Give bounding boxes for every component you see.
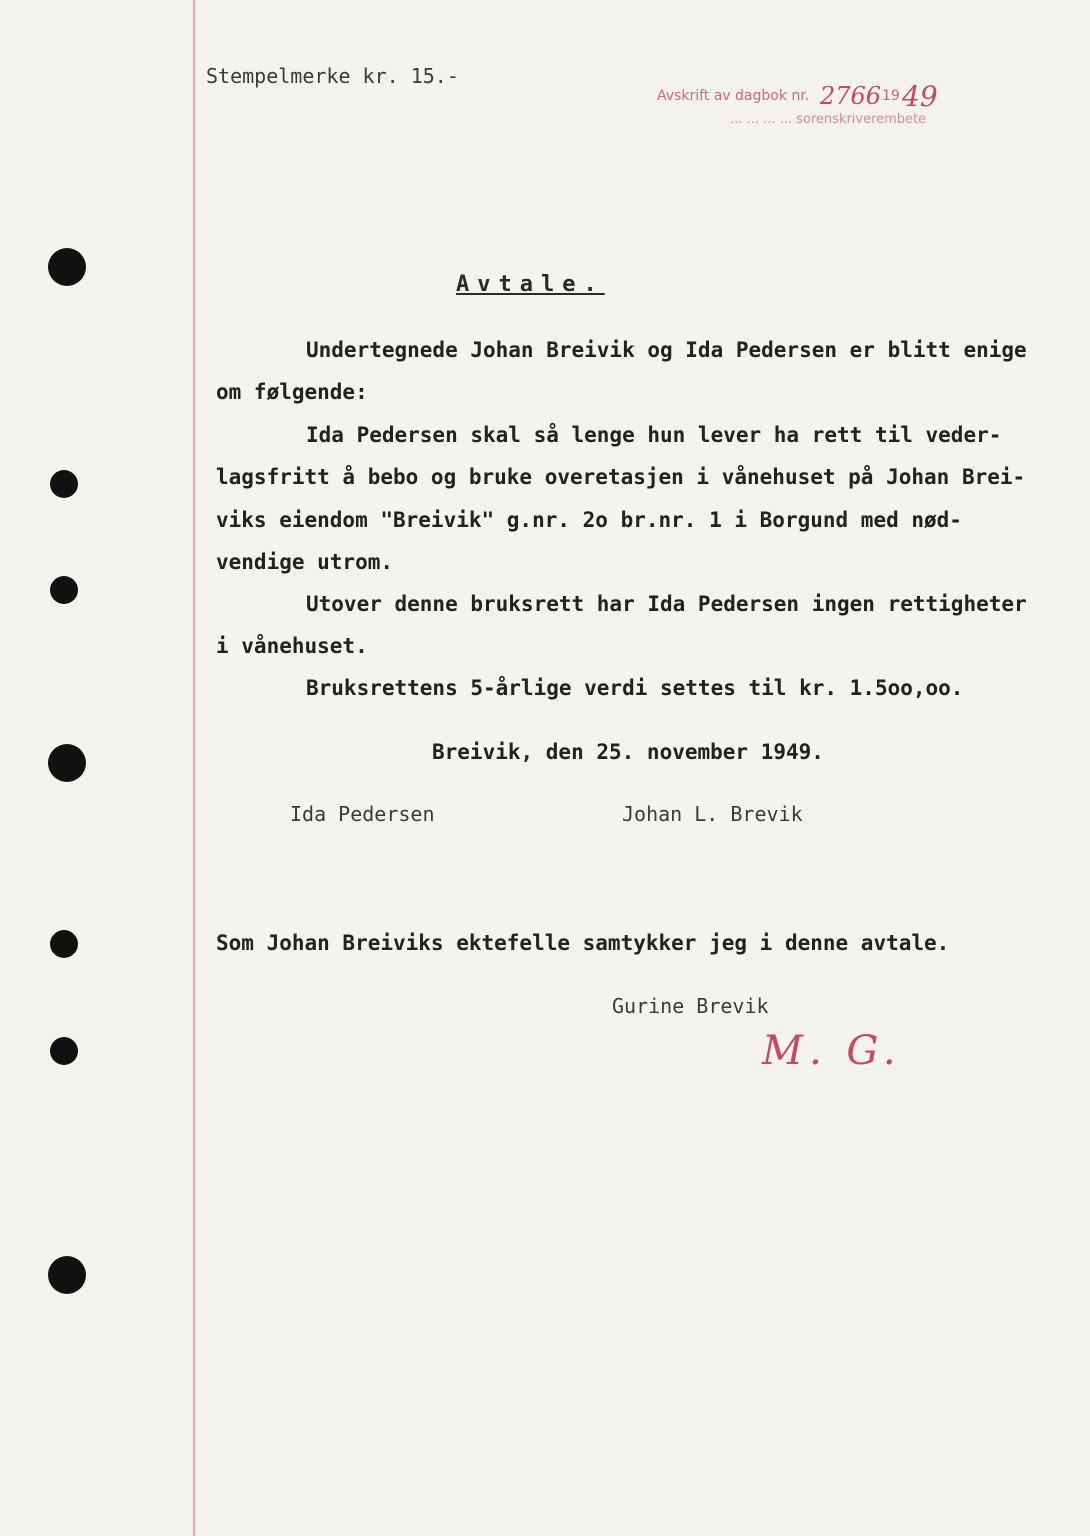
punch-hole (50, 930, 78, 958)
paragraph-line: Undertegnede Johan Breivik og Ida Pedersen er blitt enige (306, 338, 1027, 362)
paragraph-line: vendige utrom. (216, 550, 394, 574)
registry-year: 49 (902, 80, 938, 113)
handwritten-initials: M. G. (762, 1028, 902, 1074)
document-title: Avtale. (456, 272, 605, 297)
consent-line: Som Johan Breiviks ektefelle samtykker jeg i denne avtale. (216, 931, 950, 955)
paragraph-line: Ida Pedersen skal så lenge hun lever ha rett til veder- (306, 423, 1002, 447)
paragraph-line: om følgende: (216, 380, 368, 404)
paragraph-line: viks eiendom "Breivik" g.nr. 2o br.nr. 1 i Borgund med nød- (216, 508, 962, 532)
punch-hole (50, 576, 78, 604)
punch-hole (48, 744, 86, 782)
signature-gurine: Gurine Brevik (612, 994, 769, 1018)
paragraph-line: lagsfritt å bebo og bruke overetasjen i vånehuset på Johan Brei- (216, 465, 1026, 489)
stamp-duty-text: Stempelmerke kr. 15.- (206, 64, 459, 88)
punch-hole (48, 248, 86, 286)
date-line: Breivik, den 25. november 1949. (432, 740, 824, 764)
signature-ida: Ida Pedersen (290, 802, 435, 826)
paragraph-line: Bruksrettens 5-årlige verdi settes til kr. 1.5oo,oo. (306, 676, 964, 700)
paragraph-line: i vånehuset. (216, 634, 368, 658)
margin-line (193, 0, 195, 1536)
punch-hole (50, 1037, 78, 1065)
registry-year-prefix: 19 (882, 88, 900, 104)
punch-hole (50, 470, 78, 498)
registry-stamp-line1: Avskrift av dagbok nr. (657, 88, 810, 104)
signature-johan: Johan L. Brevik (622, 802, 803, 826)
punch-hole (48, 1256, 86, 1294)
registry-number: 2766 (820, 82, 882, 110)
registry-stamp-line2: ... ... ... ... sorenskriverembete (730, 112, 927, 127)
paragraph-line: Utover denne bruksrett har Ida Pedersen ingen rettigheter (306, 592, 1027, 616)
